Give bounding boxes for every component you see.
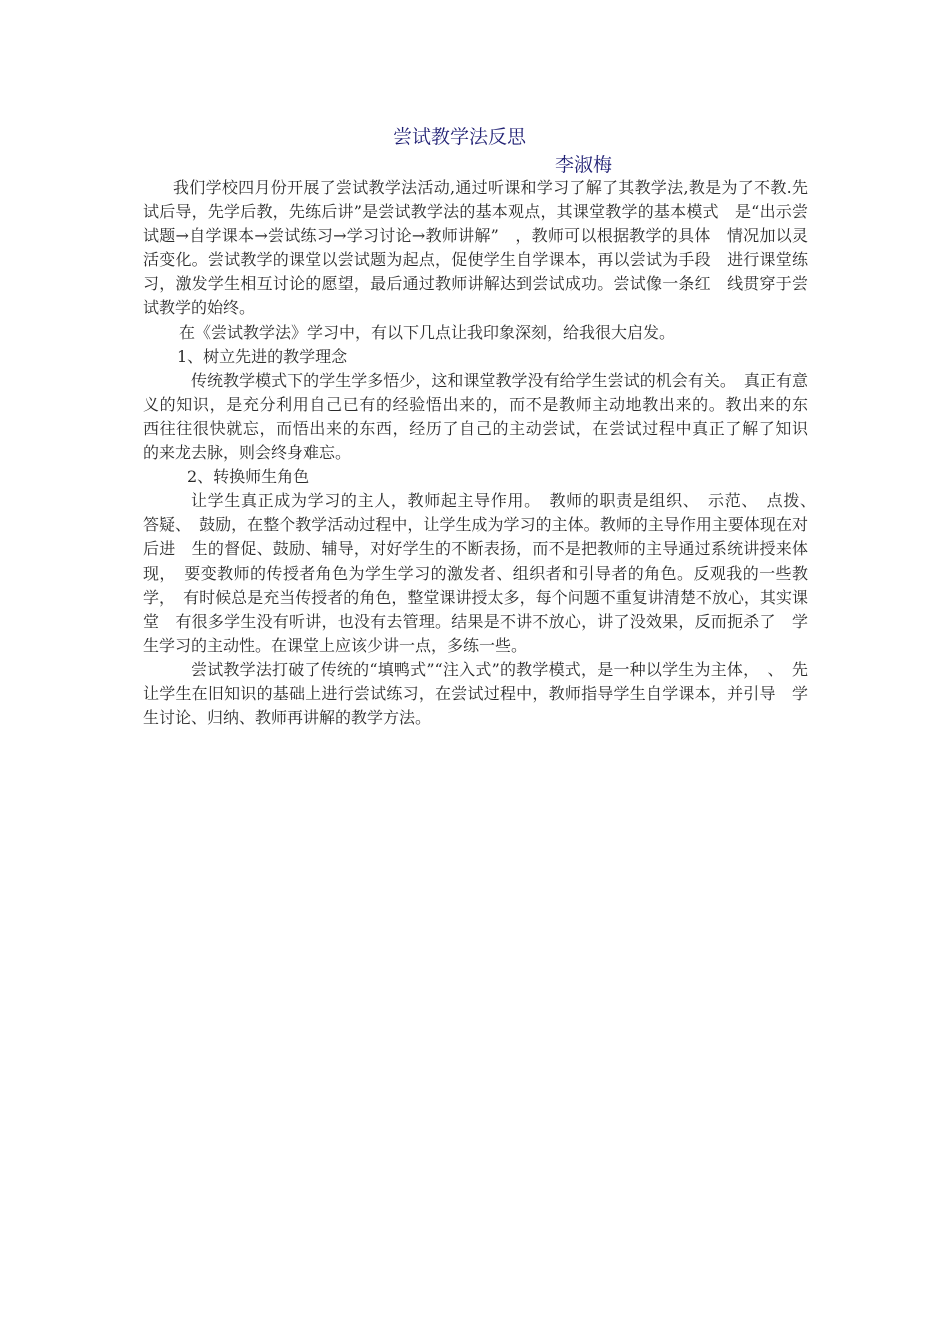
- section-heading-2: 2、转换师生角色: [187, 467, 310, 487]
- paragraph-section-1: 传统教学模式下的学生学多悟少，这和课堂教学没有给学生尝试的机会有关。 真正有意 义的知识，是充分利用自己已有的经验悟出来的，而不是教师主动地教出来的。教出来的东 西往往很快就忘，而悟出来的东西，经历了自己的主动尝试，在尝试过程中真正了解了知识 的来龙去脉，则会终身难忘。: [143, 370, 825, 463]
- document-author: 李淑梅: [555, 154, 613, 176]
- paragraph-intro: 我们学校四月份开展了尝试教学法活动,通过听课和学习了解了其教学法,教是为了不教.先试后导，先学后教，先练后讲”是尝试教学法的基本观点，其课堂教学的基本模式 是“出示尝试题→自学课本→尝试练习→学习讨论→教师讲解” ，教师可以根据教学的具体 情况加以灵活变化。尝试教学的课堂以尝试题为起点，促使学生自学课本，再以尝试为手段 进行课堂练习，激发学生相互讨论的愿望，最后通过教师讲解达到尝试成功。尝试像一条红 线贯穿于尝试教学的始终。: [143, 178, 808, 318]
- document-title: 尝试教学法反思: [393, 126, 527, 148]
- section-heading-1: 1、树立先进的教学理念: [177, 346, 348, 366]
- document-body: [143, 176, 825, 730]
- paragraph-section-2: 让学生真正成为学习的主人，教师起主导作用。 教师的职责是组织、 示范、 点拨、 答疑、 鼓励，在整个教学活动过程中，让学生成为学习的主体。教师的主导作用主要体现在对后进 生的督促、鼓励、辅导，对好学生的不断表扬，而不是把教师的主导通过系统讲授来体现， 要变教师的传授者角色为学生学习的激发者、组织者和引导者的角色。反观我的一些教学， 有时候总是充当传授者的角色，整堂课讲授太多，每个问题不重复讲清楚不放心，其实课堂 有很多学生没有听讲，也没有去管理。结果是不讲不放心，讲了没效果，反而扼杀了 学生学习的主动性。在课堂上应该少讲一点，多练一些。: [143, 491, 825, 655]
- paragraph-conclusion: 尝试教学法打破了传统的“填鸭式”“注入式”的教学模式，是一种以学生为主体， 、 先让学生在旧知识的基础上进行尝试练习，在尝试过程中，教师指导学生自学课本，并引导 学生讨论、归纳、教师再讲解的教学方法。: [143, 659, 808, 728]
- paragraph-lead: 在《尝试教学法》学习中，有以下几点让我印象深刻，给我很大启发。: [179, 322, 676, 342]
